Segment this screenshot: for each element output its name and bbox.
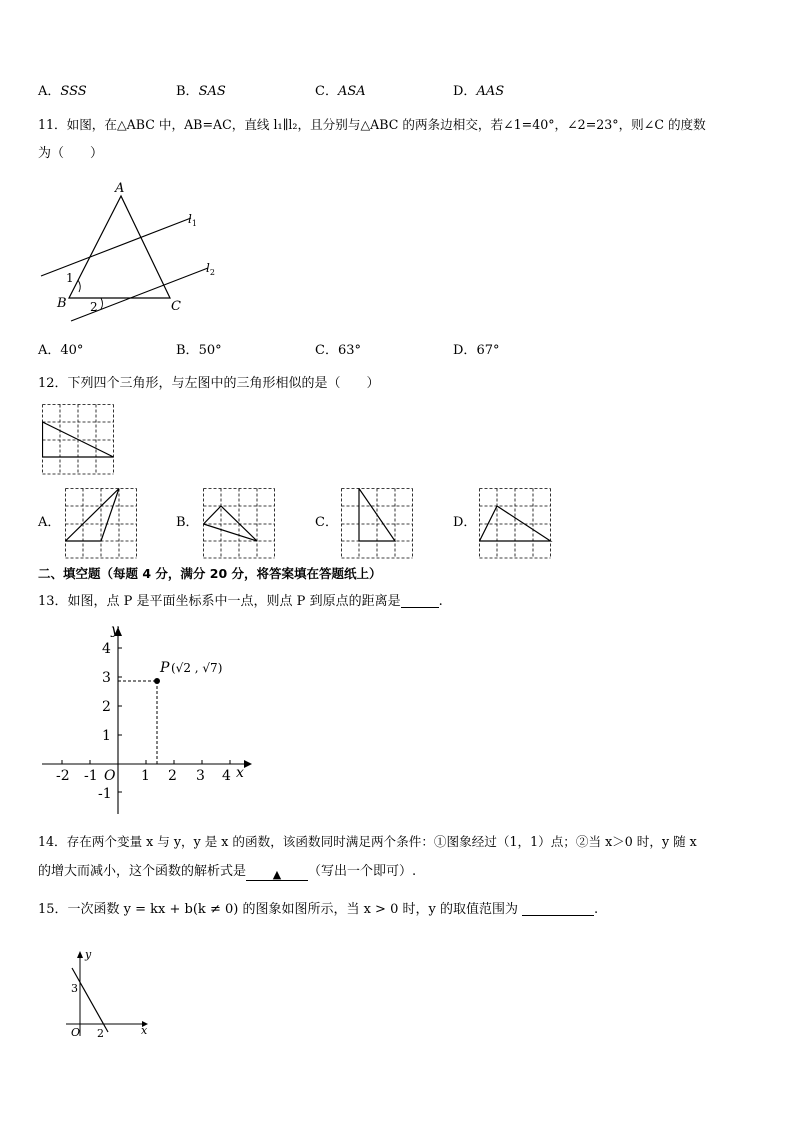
x-axis-label: x <box>236 765 244 781</box>
function-line <box>72 968 108 1032</box>
q12-option-a-label: A． <box>38 515 61 530</box>
q11-stem-line2: 为（ ） <box>38 146 104 161</box>
q14-stem-line1: 14．存在两个变量 x 与 y，y 是 x 的函数，该函数同时满足两个条件：①图象经过（1，1）点；②当 x＞0 时，y 随 x <box>38 834 697 849</box>
x-tick-3: 3 <box>196 768 205 784</box>
q11-option-c: C．63° <box>315 343 361 358</box>
q11-triangle-figure <box>38 176 228 326</box>
y-intercept-label: 3 <box>71 982 78 995</box>
y-tick-neg1: -1 <box>98 786 112 802</box>
q10-option-a: A．SSS <box>38 84 87 99</box>
q12-option-d-label: D． <box>453 515 477 530</box>
line-l1-label: $l_1$ <box>188 212 197 228</box>
x-axis-arrow <box>244 760 252 768</box>
angle1-arc <box>78 280 80 292</box>
y-tick-3: 3 <box>102 670 111 686</box>
x-tick-4: 4 <box>222 768 231 784</box>
q12-option-b-label: B． <box>176 515 199 530</box>
q13-answer-blank[interactable] <box>401 593 439 608</box>
y-axis-label: y <box>111 622 119 638</box>
x-tick-neg1: -1 <box>84 768 98 784</box>
option-b-triangle <box>204 506 258 541</box>
angle2-arc <box>101 298 103 309</box>
q12-option-b-grid <box>203 488 277 560</box>
x-tick-1: 1 <box>141 768 150 784</box>
triangle-abc <box>69 196 170 298</box>
q14-stem-line2: 的增大而减小，这个函数的解析式是 ▲ （写出一个即可）. <box>38 864 417 881</box>
vertex-a-label: A <box>115 181 125 196</box>
q12-option-d-grid <box>479 488 553 560</box>
y-axis-label: y <box>85 948 92 961</box>
x-tick-neg2: -2 <box>56 768 70 784</box>
section-2-heading: 二、填空题（每题 4 分，满分 20 分，将答案填在答题纸上） <box>38 566 382 581</box>
x-intercept-label: 2 <box>97 1027 104 1040</box>
q10-option-d: D．AAS <box>453 84 505 99</box>
q11-stem-line1: 11．如图，在△ABC 中，AB=AC，直线 l₁∥l₂，且分别与△ABC 的两条边相交，若∠1=40°，∠2=23°，则∠C 的度数 <box>38 117 706 132</box>
q12-stem: 12．下列四个三角形，与左图中的三角形相似的是（ ） <box>38 376 380 391</box>
point-p-coords: (√2 , √7) <box>171 661 223 675</box>
vertex-b-label: B <box>57 296 67 311</box>
triangle-marker-icon: ▲ <box>272 868 282 881</box>
angle1-label: 1 <box>66 271 74 285</box>
option-a-triangle <box>66 489 120 542</box>
line-l1 <box>41 218 191 276</box>
x-tick-2: 2 <box>168 768 177 784</box>
origin-label: O <box>71 1026 81 1039</box>
q12-reference-grid <box>42 404 116 476</box>
angle2-label: 2 <box>90 300 98 314</box>
q11-option-d: D．67° <box>453 343 500 358</box>
y-tick-4: 4 <box>102 641 111 657</box>
q13-stem: 13．如图，点 P 是平面坐标系中一点，则点 P 到原点的距离是 . <box>38 594 443 609</box>
y-axis-arrow <box>77 951 83 958</box>
q12-option-a-grid <box>65 488 139 560</box>
q12-option-c-grid <box>341 488 415 560</box>
point-p-label: P <box>160 660 170 676</box>
q15-stem: 15．一次函数 y = kx + b(k ≠ 0) 的图象如图所示，当 x > 0 时，y 的取值范围为 . <box>38 902 599 917</box>
y-tick-1: 1 <box>102 728 111 744</box>
line-l2-label: $l_2$ <box>206 261 215 277</box>
x-axis-label: x <box>141 1024 148 1037</box>
q10-option-b: B．SAS <box>176 84 226 99</box>
vertex-c-label: C <box>171 299 181 314</box>
y-tick-2: 2 <box>102 699 111 715</box>
q14-answer-blank[interactable] <box>246 866 308 881</box>
q11-option-b: B．50° <box>176 343 222 358</box>
origin-label: O <box>104 768 116 784</box>
q15-answer-blank[interactable] <box>522 901 594 916</box>
q13-coordinate-figure <box>38 622 258 818</box>
q15-function-figure <box>56 948 166 1040</box>
q11-option-a: A．40° <box>38 343 84 358</box>
q10-option-c: C．ASA <box>315 84 366 99</box>
q12-option-c-label: C． <box>315 515 338 530</box>
point-p <box>154 678 160 684</box>
